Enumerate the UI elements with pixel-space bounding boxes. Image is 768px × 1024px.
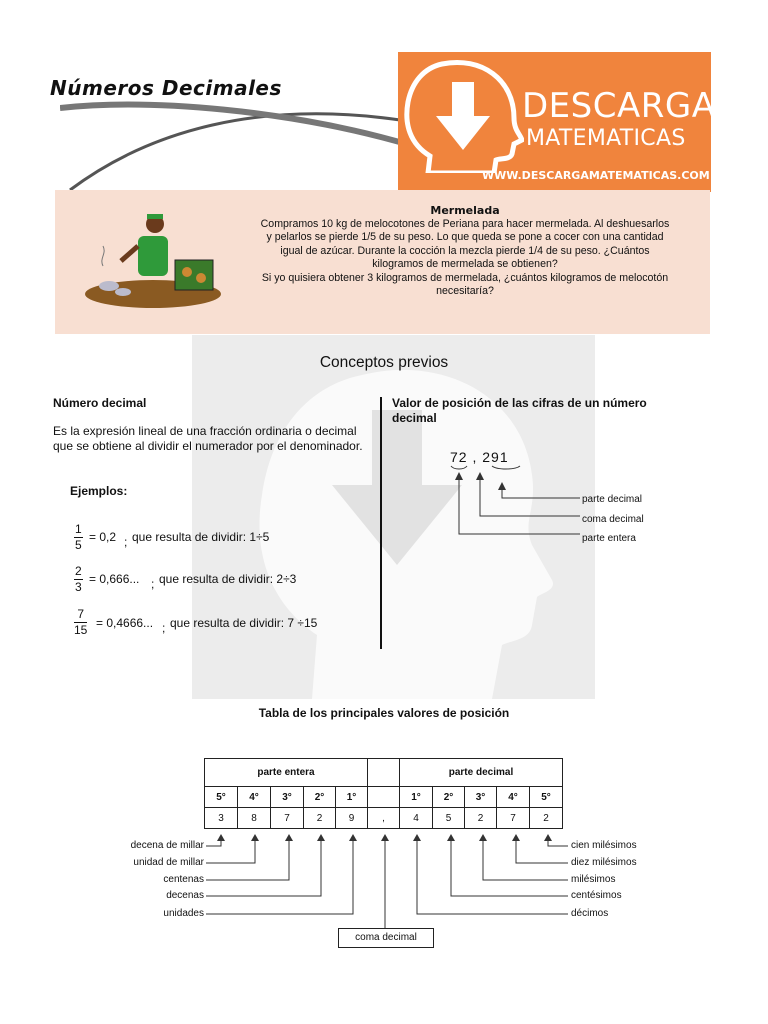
table-value-row [205,808,563,829]
example-number: 72 , 291 [450,449,509,465]
example-description: que resulta de dividir: 2÷3 [159,572,297,586]
order-cell: 1° [336,787,368,808]
header-spacer [368,759,400,787]
logo-line1: DESCARGA [522,86,716,126]
example-description: que resulta de dividir: 7 ÷15 [170,616,318,630]
label-decimos: décimos [571,908,609,919]
header-parte-entera: parte entera [205,759,368,787]
head-download-icon [402,58,524,173]
label-parte-entera: parte entera [582,533,636,544]
value-cell: 2 [530,808,563,829]
label-centesimos: centésimos [571,890,622,901]
value-cell: 5 [433,808,465,829]
place-value-table [204,758,563,829]
label-parte-decimal: parte decimal [582,494,643,505]
numerator: 1 [75,522,82,536]
decorative-swoosh [60,90,420,200]
value-cell: 7 [497,808,530,829]
value-cell: 3 [205,808,238,829]
problem-line: kilogramos de mermelada se obtienen? [372,258,558,271]
example-description: que resulta de dividir: 1÷5 [132,530,270,544]
label-centenas: centenas [163,874,204,885]
label-decena-de-millar: decena de millar [130,840,204,851]
numero-decimal-heading: Número decimal [53,396,147,410]
problem-line: Compramos 10 kg de melocotones de Periana para hacer mermelada. Al deshuesarlos [260,218,670,230]
order-cell: 1° [400,787,433,808]
label-diez-milesimos: diez milésimos [571,857,637,868]
position-arrows [440,462,590,546]
label-unidades: unidades [163,908,204,919]
order-cell: 4° [497,787,530,808]
order-cell: 2° [304,787,336,808]
example-separator: ; [124,535,128,549]
problem-line: Si yo quisiera obtener 3 kilogramos de mermelada, ¿cuántos kilogramos de melocotón [261,271,669,284]
example-separator: ; [151,577,155,591]
descarga-matematicas-logo [398,52,716,192]
order-cell: 5° [530,787,563,808]
label-unidad-de-millar: unidad de millar [133,857,204,868]
page-title: Números Decimales [50,76,282,100]
column-divider [380,397,382,649]
valor-posicion-heading: Valor de posición de las cifras de un número decimal [392,396,647,425]
example-equals: = 0,666... [89,572,140,586]
logo-url: WWW.DESCARGAMATEMATICAS.COM [482,169,710,182]
label-cien-milesimos: cien milésimos [571,840,637,851]
label-decenas: decenas [166,890,204,901]
value-cell: 2 [465,808,497,829]
problem-line: igual de azúcar. Durante la cocción la mezcla pierde 1/4 de su peso. ¿Cuántos [280,244,650,257]
problem-text [232,218,698,298]
fraction [74,522,83,553]
numerator: 2 [75,564,82,578]
value-cell: 4 [400,808,433,829]
problem-line: y pelarlos se pierde 1/5 de su peso. Lo que queda se pone a cocer con una cantidad [266,231,664,244]
problem-title: Mermelada [430,204,500,217]
coma-decimal-label: coma decimal [338,928,434,948]
value-cell: 7 [271,808,304,829]
value-cell: 8 [238,808,271,829]
comma-cell: , [368,808,400,829]
label-coma-decimal: coma decimal [582,514,644,525]
label-milesimos: milésimos [571,874,616,885]
cook-clipart [83,206,223,314]
example-equals: = 0,4666... [96,616,154,630]
denominator: 15 [74,623,88,637]
order-cell: 2° [433,787,465,808]
section-heading-conceptos: Conceptos previos [319,354,449,371]
fraction [74,607,87,638]
order-cell: 4° [238,787,271,808]
order-cell: 5° [205,787,238,808]
example-separator: ; [162,621,166,635]
fraction [74,564,83,595]
numero-decimal-definition: Es la expresión lineal de una fracción ordinaria o decimal que se obtiene al dividir el numerador por el denominador. [53,424,363,453]
table-order-row [205,787,563,808]
logo-line2: MATEMATICAS [526,126,686,151]
numerator: 7 [74,607,87,623]
order-cell: 3° [465,787,497,808]
table-header-row [205,759,563,787]
order-cell: 3° [271,787,304,808]
order-spacer [368,787,400,808]
table-heading: Tabla de los principales valores de posición [258,706,510,720]
value-cell: 9 [336,808,368,829]
example-equals: = 0,2 [89,530,117,544]
header-parte-decimal: parte decimal [400,759,563,787]
value-cell: 2 [304,808,336,829]
problem-line: necesitaría? [436,285,494,298]
denominator: 5 [75,538,82,552]
ejemplos-label: Ejemplos: [70,484,128,498]
denominator: 3 [75,580,82,594]
